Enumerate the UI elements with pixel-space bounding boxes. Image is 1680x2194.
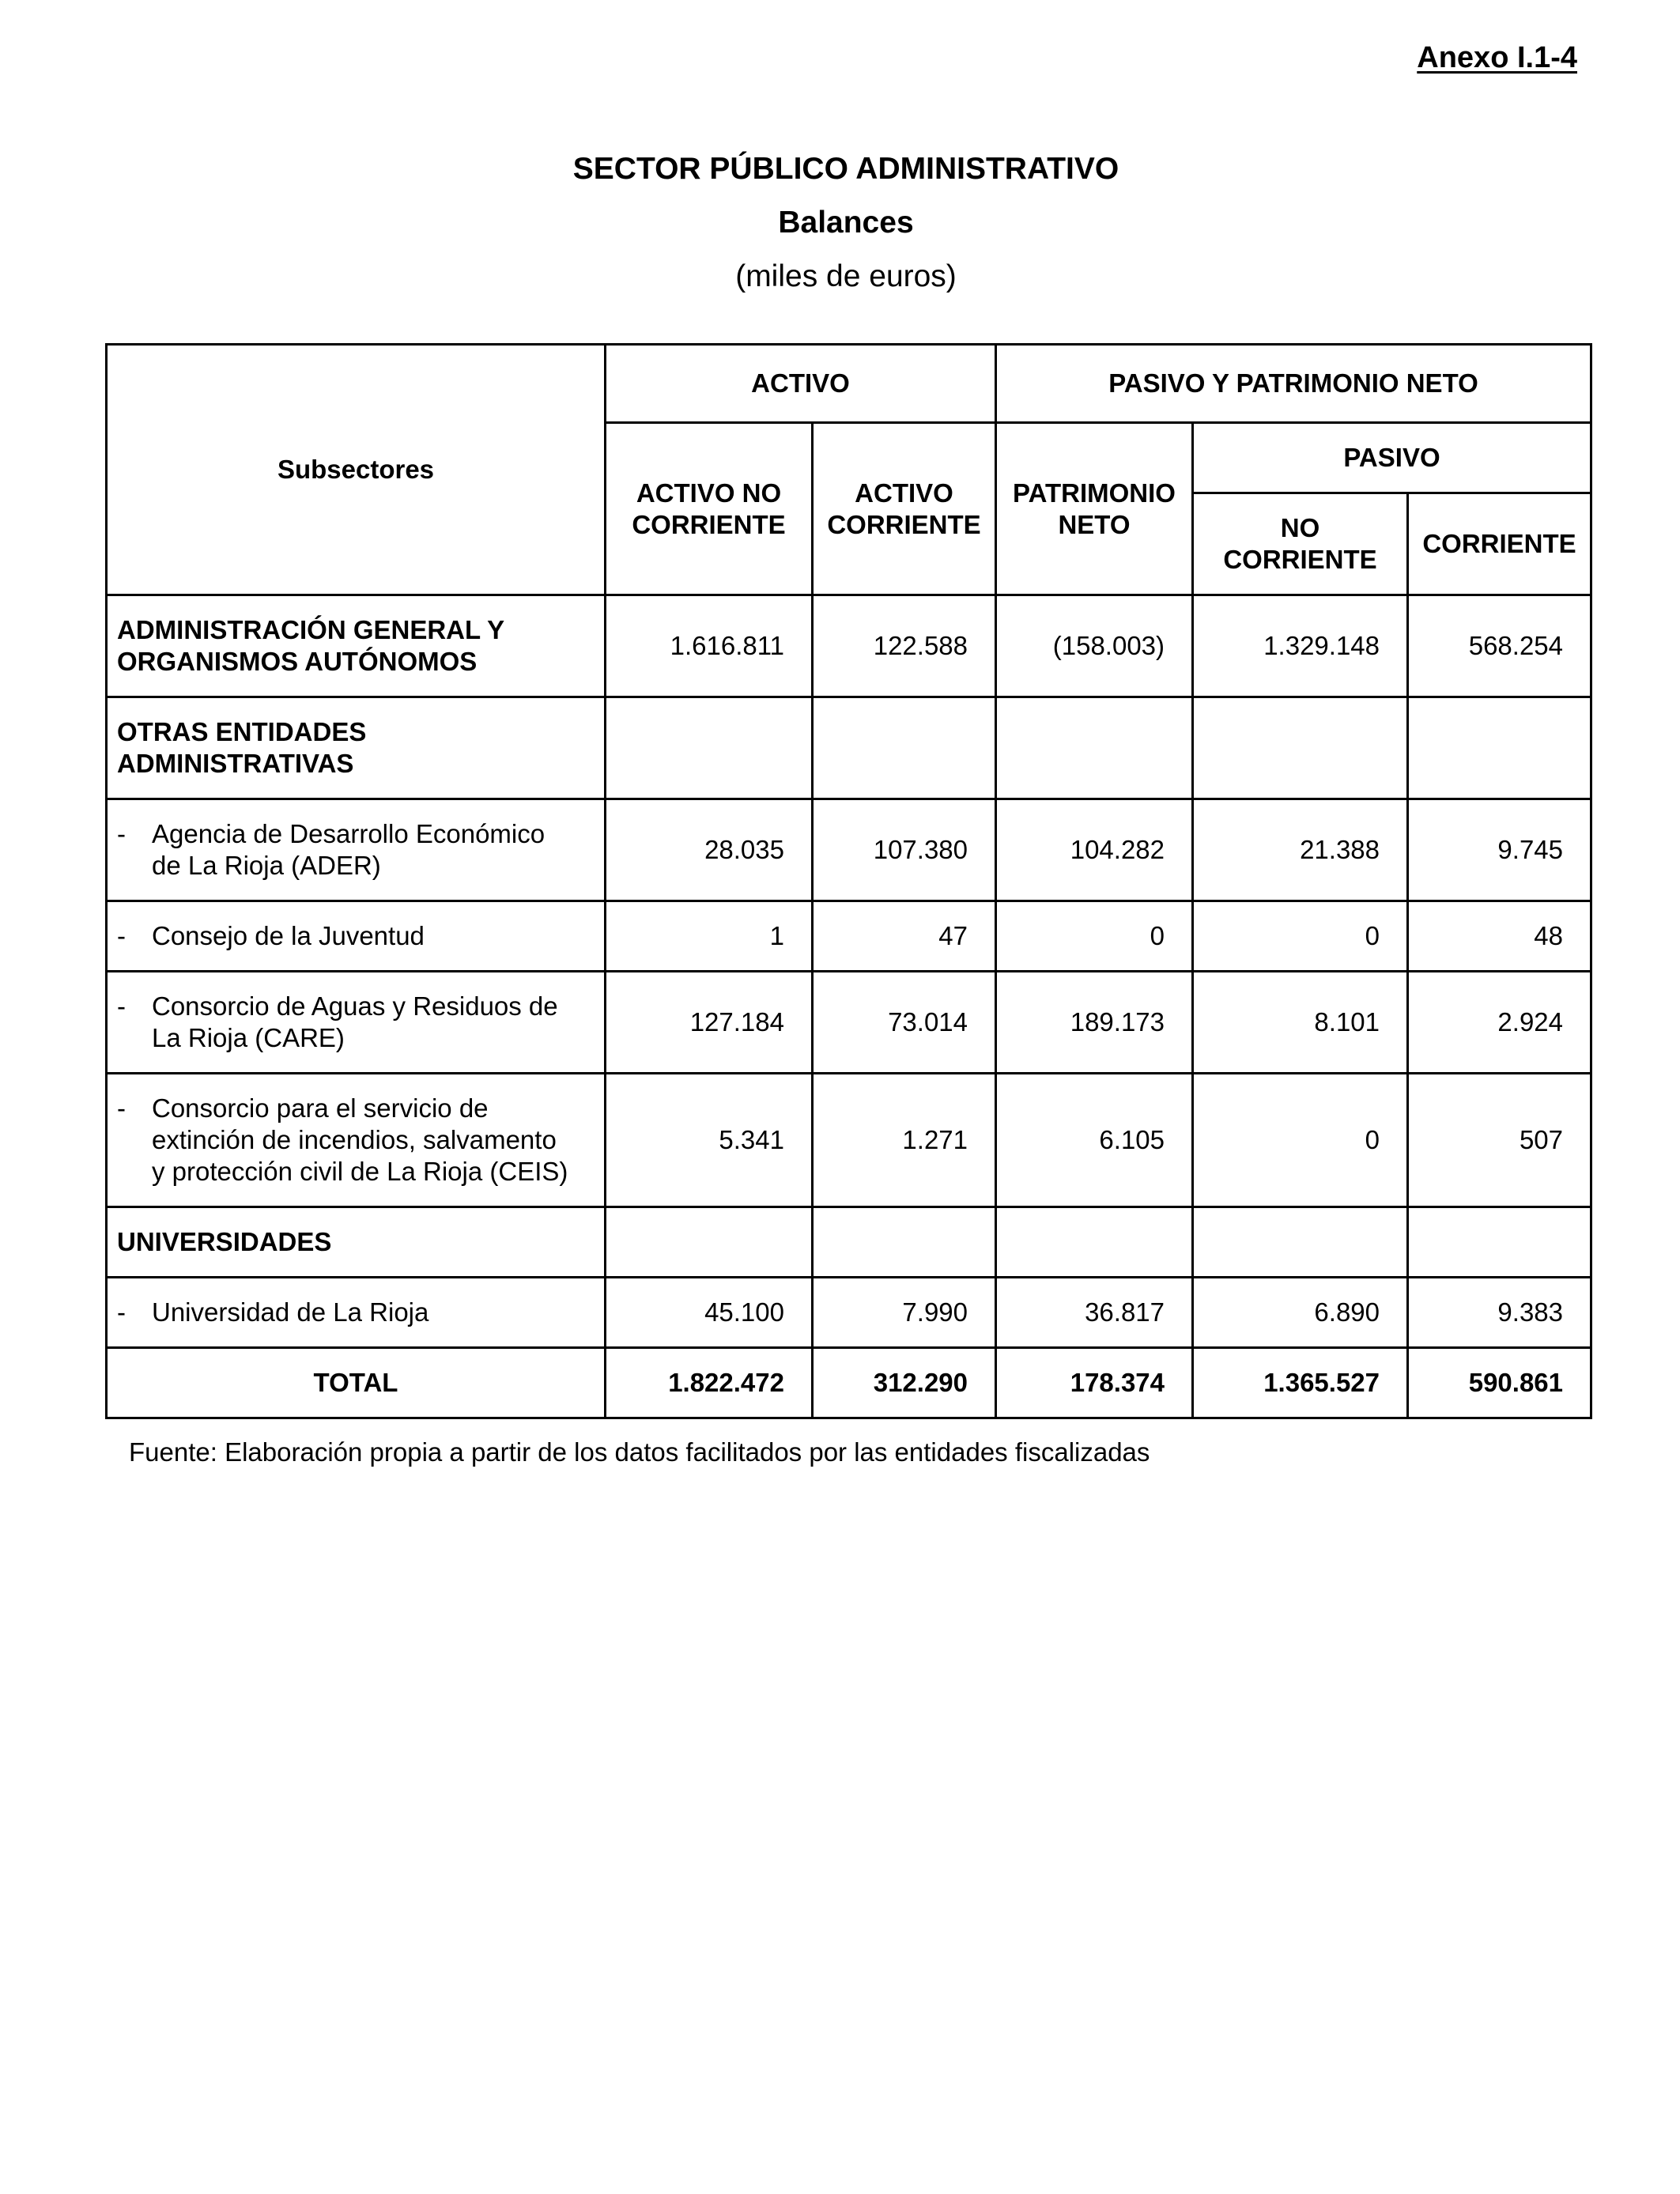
table-row <box>107 1074 1591 1207</box>
label-line: Consorcio de Aguas y Residuos de <box>152 991 558 1021</box>
source-note: Fuente: Elaboración propia a partir de los datos facilitados por las entidades fiscalizadas <box>129 1437 1150 1467</box>
document-subtitle: Balances <box>778 206 914 240</box>
total-label: TOTAL <box>107 1348 606 1418</box>
table-row <box>107 697 1591 799</box>
table-row <box>107 595 1591 697</box>
row-label <box>107 799 606 901</box>
list-dash: - <box>117 1297 126 1327</box>
table-row <box>107 1207 1591 1278</box>
label-line: ADMINISTRATIVAS <box>117 749 354 778</box>
label-line: y protección civil de La Rioja (CEIS) <box>152 1157 568 1186</box>
cell-pasivo-corriente: 568.254 <box>1408 595 1591 697</box>
cell-activo-corriente: 47 <box>813 901 996 972</box>
table-row <box>107 972 1591 1074</box>
empty-cell <box>813 1207 996 1278</box>
label-line: de La Rioja (ADER) <box>152 851 381 880</box>
total-pasivo-no-corriente: 1.365.527 <box>1193 1348 1408 1418</box>
annex-reference: Anexo I.1-4 <box>1417 41 1577 74</box>
label-line: Agencia de Desarrollo Económico <box>152 819 546 848</box>
total-patrimonio-neto: 178.374 <box>996 1348 1193 1418</box>
total-activo-no-corriente: 1.822.472 <box>606 1348 813 1418</box>
header-line: ACTIVO NO <box>636 478 782 508</box>
header-line: CORRIENTE <box>1223 545 1377 574</box>
empty-cell <box>606 1207 813 1278</box>
label-line: Universidad de La Rioja <box>152 1297 429 1327</box>
header-subsectores: Subsectores <box>107 345 606 595</box>
empty-cell <box>996 1207 1193 1278</box>
cell-pasivo-no-corriente: 21.388 <box>1193 799 1408 901</box>
cell-pasivo-no-corriente: 0 <box>1193 901 1408 972</box>
header-pasivo-patrimonio: PASIVO Y PATRIMONIO NETO <box>996 345 1591 423</box>
empty-cell <box>1408 697 1591 799</box>
cell-activo-corriente: 7.990 <box>813 1278 996 1348</box>
cell-pasivo-corriente: 9.383 <box>1408 1278 1591 1348</box>
cell-pasivo-corriente: 9.745 <box>1408 799 1591 901</box>
cell-pasivo-corriente: 507 <box>1408 1074 1591 1207</box>
list-dash: - <box>117 1093 126 1123</box>
row-label <box>107 1278 606 1348</box>
header-corriente: CORRIENTE <box>1408 493 1591 595</box>
empty-cell <box>606 697 813 799</box>
row-label: UNIVERSIDADES <box>107 1207 606 1278</box>
units-note: (miles de euros) <box>735 259 957 293</box>
empty-cell <box>813 697 996 799</box>
header-line: CORRIENTE <box>632 509 786 539</box>
header-patrimonio-neto <box>996 423 1193 595</box>
cell-pasivo-corriente: 48 <box>1408 901 1591 972</box>
table-row <box>107 799 1591 901</box>
cell-patrimonio-neto: 0 <box>996 901 1193 972</box>
cell-activo-corriente: 107.380 <box>813 799 996 901</box>
row-label <box>107 1074 606 1207</box>
cell-patrimonio-neto: 6.105 <box>996 1074 1193 1207</box>
cell-activo-no-corriente: 1.616.811 <box>606 595 813 697</box>
cell-pasivo-no-corriente: 6.890 <box>1193 1278 1408 1348</box>
cell-activo-no-corriente: 5.341 <box>606 1074 813 1207</box>
cell-patrimonio-neto: 189.173 <box>996 972 1193 1074</box>
list-dash: - <box>117 921 126 950</box>
title-block <box>0 147 1680 299</box>
cell-pasivo-no-corriente: 0 <box>1193 1074 1408 1207</box>
cell-pasivo-corriente: 2.924 <box>1408 972 1591 1074</box>
header-no-corriente <box>1193 493 1408 595</box>
empty-cell <box>1193 1207 1408 1278</box>
balances-table <box>105 343 1592 1419</box>
cell-activo-no-corriente: 45.100 <box>606 1278 813 1348</box>
header-line: NETO <box>1058 509 1131 539</box>
row-label <box>107 901 606 972</box>
cell-activo-corriente: 1.271 <box>813 1074 996 1207</box>
empty-cell <box>996 697 1193 799</box>
empty-cell <box>1408 1207 1591 1278</box>
header-line: ACTIVO <box>855 478 953 508</box>
row-label <box>107 972 606 1074</box>
cell-patrimonio-neto: 104.282 <box>996 799 1193 901</box>
header-pasivo: PASIVO <box>1193 423 1591 493</box>
label-line: OTRAS ENTIDADES <box>117 717 367 746</box>
cell-activo-no-corriente: 127.184 <box>606 972 813 1074</box>
label-line: extinción de incendios, salvamento <box>152 1125 557 1154</box>
header-activo-corriente <box>813 423 996 595</box>
table-row <box>107 901 1591 972</box>
header-line: CORRIENTE <box>827 509 981 539</box>
header-line: NO <box>1280 513 1320 542</box>
list-dash: - <box>117 991 126 1021</box>
total-row <box>107 1348 1591 1418</box>
cell-pasivo-no-corriente: 8.101 <box>1193 972 1408 1074</box>
cell-activo-no-corriente: 28.035 <box>606 799 813 901</box>
header-activo: ACTIVO <box>606 345 996 423</box>
cell-patrimonio-neto: 36.817 <box>996 1278 1193 1348</box>
total-pasivo-corriente: 590.861 <box>1408 1348 1591 1418</box>
document-title: SECTOR PÚBLICO ADMINISTRATIVO <box>572 152 1119 186</box>
row-label <box>107 697 606 799</box>
table-row <box>107 1278 1591 1348</box>
empty-cell <box>1193 697 1408 799</box>
total-activo-corriente: 312.290 <box>813 1348 996 1418</box>
cell-patrimonio-neto: (158.003) <box>996 595 1193 697</box>
header-line: PATRIMONIO <box>1013 478 1176 508</box>
label-line: ADMINISTRACIÓN GENERAL Y <box>117 615 505 644</box>
header-activo-no-corriente <box>606 423 813 595</box>
label-line: Consejo de la Juventud <box>152 921 425 950</box>
cell-activo-corriente: 73.014 <box>813 972 996 1074</box>
cell-pasivo-no-corriente: 1.329.148 <box>1193 595 1408 697</box>
cell-activo-no-corriente: 1 <box>606 901 813 972</box>
row-label <box>107 595 606 697</box>
label-line: Consorcio para el servicio de <box>152 1093 489 1123</box>
cell-activo-corriente: 122.588 <box>813 595 996 697</box>
label-line: ORGANISMOS AUTÓNOMOS <box>117 647 478 676</box>
label-line: La Rioja (CARE) <box>152 1023 345 1052</box>
list-dash: - <box>117 819 126 848</box>
